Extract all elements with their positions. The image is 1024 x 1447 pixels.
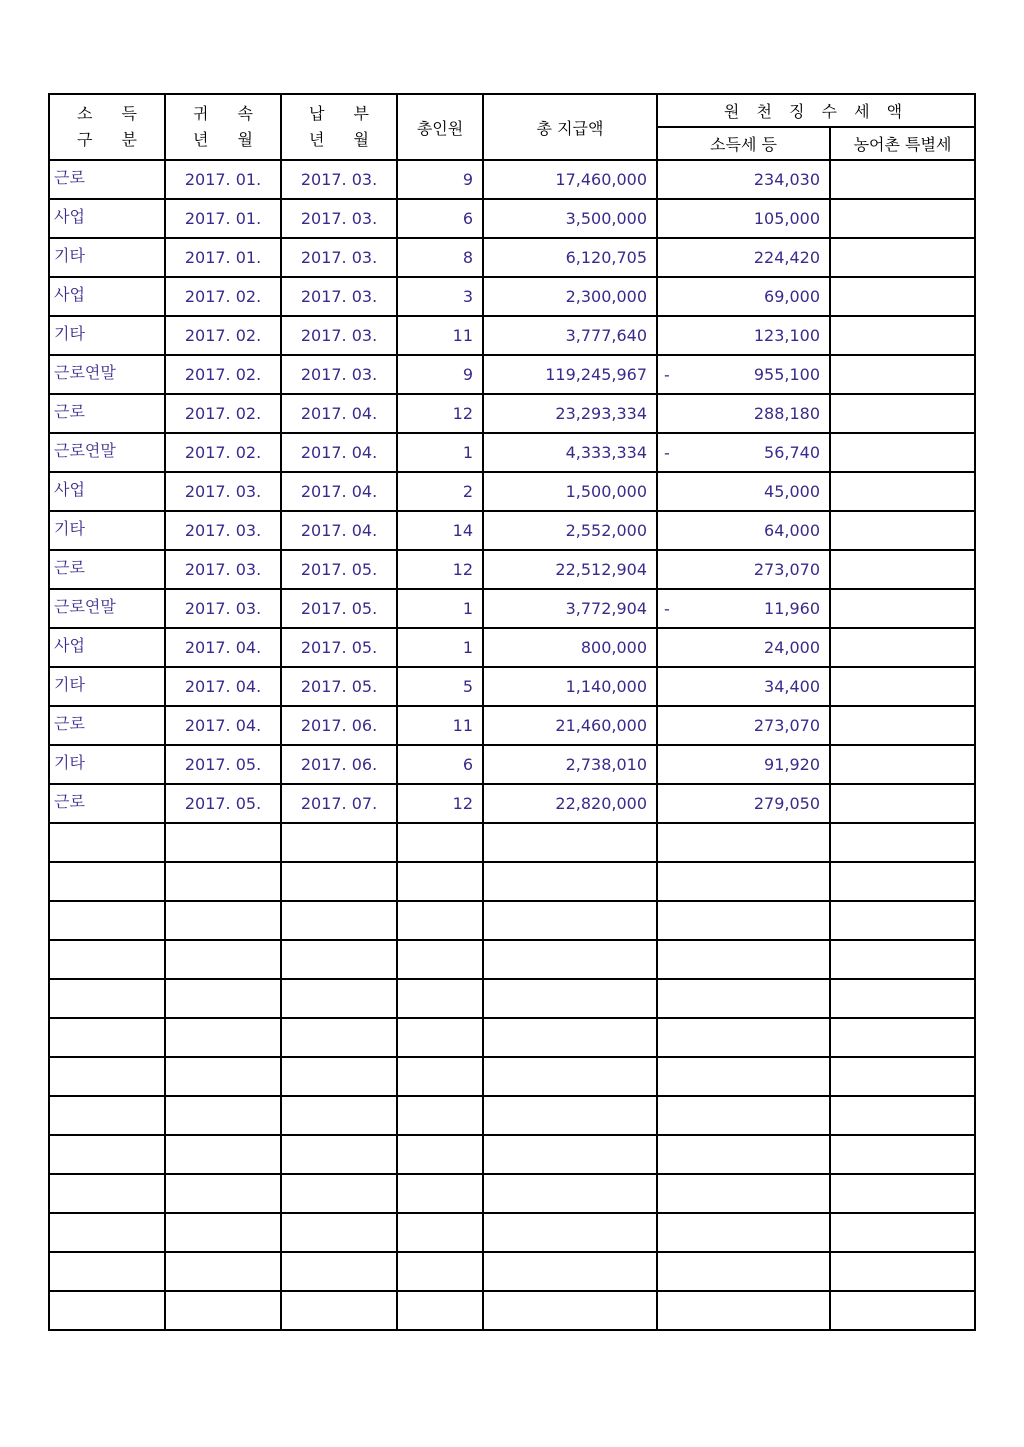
cell-payment-month [281, 1213, 397, 1252]
cell-income-tax: 273,070 [657, 550, 830, 589]
cell-total-people [397, 823, 483, 862]
cell-total-people [397, 1252, 483, 1291]
table-row [49, 316, 975, 355]
cell-income-tax [657, 979, 830, 1018]
cell-payment-month: 2017. 04. [281, 511, 397, 550]
cell-income-type: 기타 [49, 745, 165, 784]
cell-income-tax: - 955,100 [657, 355, 830, 394]
cell-rural-special-tax [830, 511, 975, 550]
cell-attribution-month: 2017. 02. [165, 433, 281, 472]
negative-sign: - [664, 365, 670, 384]
cell-total-paid: 2,738,010 [483, 745, 657, 784]
cell-attribution-month [165, 1096, 281, 1135]
cell-income-tax: 273,070 [657, 706, 830, 745]
cell-rural-special-tax [830, 1018, 975, 1057]
table-row [49, 979, 975, 1018]
cell-income-type: 사업 [49, 472, 165, 511]
cell-total-paid: 4,333,334 [483, 433, 657, 472]
cell-attribution-month: 2017. 04. [165, 628, 281, 667]
cell-total-people: 12 [397, 394, 483, 433]
cell-attribution-month [165, 1252, 281, 1291]
cell-income-tax [657, 1213, 830, 1252]
cell-payment-month: 2017. 03. [281, 355, 397, 394]
cell-total-paid [483, 1096, 657, 1135]
cell-total-people: 5 [397, 667, 483, 706]
cell-total-paid: 3,500,000 [483, 199, 657, 238]
cell-total-paid [483, 862, 657, 901]
cell-income-tax [657, 862, 830, 901]
table-row [49, 667, 975, 706]
cell-payment-month [281, 1252, 397, 1291]
cell-rural-special-tax [830, 472, 975, 511]
cell-payment-month: 2017. 03. [281, 316, 397, 355]
cell-rural-special-tax [830, 628, 975, 667]
cell-attribution-month: 2017. 01. [165, 238, 281, 277]
cell-payment-month: 2017. 05. [281, 589, 397, 628]
table-row [49, 511, 975, 550]
cell-income-tax: 91,920 [657, 745, 830, 784]
cell-attribution-month: 2017. 01. [165, 160, 281, 199]
cell-total-people: 6 [397, 745, 483, 784]
cell-total-paid: 3,777,640 [483, 316, 657, 355]
cell-income-type [49, 1135, 165, 1174]
cell-rural-special-tax [830, 199, 975, 238]
cell-income-type [49, 979, 165, 1018]
cell-income-tax [657, 1018, 830, 1057]
cell-rural-special-tax [830, 238, 975, 277]
cell-income-type [49, 823, 165, 862]
cell-rural-special-tax [830, 1135, 975, 1174]
cell-attribution-month [165, 1291, 281, 1330]
cell-payment-month: 2017. 03. [281, 277, 397, 316]
table-row [49, 472, 975, 511]
cell-rural-special-tax [830, 160, 975, 199]
cell-income-tax: 279,050 [657, 784, 830, 823]
cell-total-paid [483, 1174, 657, 1213]
table-row [49, 277, 975, 316]
cell-total-paid [483, 1057, 657, 1096]
cell-rural-special-tax [830, 940, 975, 979]
cell-total-paid: 1,500,000 [483, 472, 657, 511]
cell-payment-month: 2017. 04. [281, 433, 397, 472]
cell-total-paid: 6,120,705 [483, 238, 657, 277]
cell-rural-special-tax [830, 277, 975, 316]
cell-income-type: 근로연말 [49, 355, 165, 394]
cell-income-tax: 64,000 [657, 511, 830, 550]
cell-payment-month: 2017. 03. [281, 199, 397, 238]
cell-income-type: 근로 [49, 784, 165, 823]
cell-income-type: 기타 [49, 667, 165, 706]
cell-attribution-month: 2017. 05. [165, 745, 281, 784]
cell-rural-special-tax [830, 862, 975, 901]
cell-total-people [397, 1057, 483, 1096]
cell-attribution-month: 2017. 04. [165, 667, 281, 706]
cell-total-people: 8 [397, 238, 483, 277]
withholding-tax-table [48, 93, 976, 1331]
cell-total-people [397, 1135, 483, 1174]
header-attribution-month: 귀 속 년 월 [165, 94, 281, 160]
cell-total-people: 1 [397, 589, 483, 628]
cell-attribution-month: 2017. 02. [165, 355, 281, 394]
cell-attribution-month [165, 901, 281, 940]
cell-total-paid [483, 1213, 657, 1252]
table-row [49, 784, 975, 823]
cell-payment-month [281, 901, 397, 940]
cell-attribution-month [165, 862, 281, 901]
cell-total-paid: 21,460,000 [483, 706, 657, 745]
cell-total-people: 11 [397, 706, 483, 745]
cell-income-type: 근로 [49, 394, 165, 433]
cell-rural-special-tax [830, 745, 975, 784]
cell-income-type [49, 1018, 165, 1057]
cell-attribution-month: 2017. 03. [165, 472, 281, 511]
cell-total-paid: 3,772,904 [483, 589, 657, 628]
cell-rural-special-tax [830, 706, 975, 745]
cell-total-people [397, 1291, 483, 1330]
cell-attribution-month: 2017. 03. [165, 511, 281, 550]
cell-income-tax [657, 901, 830, 940]
cell-income-tax [657, 1096, 830, 1135]
cell-income-tax [657, 1174, 830, 1213]
cell-total-people [397, 1018, 483, 1057]
cell-total-paid: 800,000 [483, 628, 657, 667]
cell-total-paid [483, 1135, 657, 1174]
cell-income-type [49, 1252, 165, 1291]
cell-income-tax: 224,420 [657, 238, 830, 277]
table-row [49, 160, 975, 199]
cell-total-people: 1 [397, 433, 483, 472]
cell-income-type: 근로연말 [49, 589, 165, 628]
cell-payment-month [281, 1057, 397, 1096]
cell-attribution-month [165, 1057, 281, 1096]
cell-total-people: 12 [397, 550, 483, 589]
cell-payment-month: 2017. 06. [281, 706, 397, 745]
table-row [49, 1291, 975, 1330]
table-row [49, 1213, 975, 1252]
cell-total-paid [483, 979, 657, 1018]
cell-payment-month: 2017. 05. [281, 550, 397, 589]
cell-income-tax [657, 1135, 830, 1174]
cell-income-tax: - 56,740 [657, 433, 830, 472]
cell-attribution-month: 2017. 03. [165, 589, 281, 628]
cell-payment-month [281, 1174, 397, 1213]
cell-income-type [49, 1213, 165, 1252]
header-payment-month: 납 부 년 월 [281, 94, 397, 160]
cell-payment-month: 2017. 06. [281, 745, 397, 784]
cell-income-type: 근로 [49, 160, 165, 199]
cell-rural-special-tax [830, 979, 975, 1018]
table-row [49, 355, 975, 394]
cell-total-people [397, 901, 483, 940]
table-header [49, 94, 975, 160]
cell-income-tax [657, 823, 830, 862]
cell-attribution-month: 2017. 01. [165, 199, 281, 238]
negative-sign: - [664, 599, 670, 618]
cell-total-people [397, 1174, 483, 1213]
cell-income-type [49, 901, 165, 940]
cell-rural-special-tax [830, 823, 975, 862]
cell-income-type: 사업 [49, 277, 165, 316]
cell-total-paid: 22,512,904 [483, 550, 657, 589]
cell-income-type: 기타 [49, 316, 165, 355]
cell-income-tax [657, 1291, 830, 1330]
table-row [49, 550, 975, 589]
table-row [49, 823, 975, 862]
table-row [49, 940, 975, 979]
table-row [49, 1096, 975, 1135]
cell-total-paid: 22,820,000 [483, 784, 657, 823]
cell-attribution-month: 2017. 03. [165, 550, 281, 589]
cell-payment-month [281, 823, 397, 862]
table-row [49, 1252, 975, 1291]
cell-payment-month: 2017. 03. [281, 160, 397, 199]
cell-total-people: 12 [397, 784, 483, 823]
cell-income-tax [657, 940, 830, 979]
cell-income-type [49, 1057, 165, 1096]
cell-total-people: 3 [397, 277, 483, 316]
cell-payment-month: 2017. 03. [281, 238, 397, 277]
cell-attribution-month [165, 823, 281, 862]
cell-income-tax: - 11,960 [657, 589, 830, 628]
cell-total-paid: 2,552,000 [483, 511, 657, 550]
cell-income-tax: 105,000 [657, 199, 830, 238]
cell-income-type [49, 940, 165, 979]
header-income-tax: 소득세 등 [657, 127, 830, 160]
cell-total-paid [483, 1018, 657, 1057]
table-row [49, 589, 975, 628]
cell-payment-month: 2017. 07. [281, 784, 397, 823]
cell-rural-special-tax [830, 589, 975, 628]
table-row [49, 199, 975, 238]
cell-attribution-month: 2017. 04. [165, 706, 281, 745]
cell-payment-month [281, 1135, 397, 1174]
cell-total-people [397, 1096, 483, 1135]
table-row [49, 1018, 975, 1057]
cell-rural-special-tax [830, 1057, 975, 1096]
cell-rural-special-tax [830, 1096, 975, 1135]
cell-income-tax: 123,100 [657, 316, 830, 355]
table-row [49, 628, 975, 667]
cell-total-paid [483, 1291, 657, 1330]
cell-rural-special-tax [830, 1213, 975, 1252]
cell-rural-special-tax [830, 316, 975, 355]
cell-payment-month: 2017. 05. [281, 628, 397, 667]
header-income-type: 소 득 구 분 [49, 94, 165, 160]
header-rural-special-tax: 농어촌 특별세 [830, 127, 975, 160]
cell-total-paid: 23,293,334 [483, 394, 657, 433]
cell-attribution-month: 2017. 02. [165, 394, 281, 433]
table-row [49, 433, 975, 472]
cell-income-type: 근로연말 [49, 433, 165, 472]
cell-income-tax [657, 1252, 830, 1291]
cell-income-type: 기타 [49, 511, 165, 550]
cell-rural-special-tax [830, 550, 975, 589]
negative-sign: - [664, 443, 670, 462]
cell-payment-month [281, 940, 397, 979]
cell-rural-special-tax [830, 1252, 975, 1291]
cell-payment-month [281, 1096, 397, 1135]
table-row [49, 1174, 975, 1213]
cell-income-tax: 34,400 [657, 667, 830, 706]
cell-attribution-month: 2017. 02. [165, 316, 281, 355]
cell-income-type: 사업 [49, 628, 165, 667]
table-row [49, 1135, 975, 1174]
cell-rural-special-tax [830, 784, 975, 823]
cell-rural-special-tax [830, 433, 975, 472]
cell-payment-month [281, 1018, 397, 1057]
cell-attribution-month [165, 1174, 281, 1213]
cell-income-type: 사업 [49, 199, 165, 238]
cell-rural-special-tax [830, 394, 975, 433]
cell-total-people [397, 862, 483, 901]
cell-income-type: 근로 [49, 550, 165, 589]
cell-attribution-month [165, 940, 281, 979]
cell-total-people: 6 [397, 199, 483, 238]
cell-payment-month: 2017. 04. [281, 472, 397, 511]
table-row [49, 394, 975, 433]
cell-total-paid [483, 1252, 657, 1291]
cell-total-people: 9 [397, 160, 483, 199]
table-row [49, 238, 975, 277]
cell-income-tax [657, 1057, 830, 1096]
cell-total-paid: 17,460,000 [483, 160, 657, 199]
cell-income-type: 근로 [49, 706, 165, 745]
table-row [49, 1057, 975, 1096]
cell-total-paid [483, 940, 657, 979]
cell-income-tax: 45,000 [657, 472, 830, 511]
cell-total-paid: 1,140,000 [483, 667, 657, 706]
cell-total-people: 2 [397, 472, 483, 511]
cell-total-paid [483, 823, 657, 862]
cell-attribution-month [165, 1213, 281, 1252]
cell-income-type [49, 862, 165, 901]
cell-income-type [49, 1291, 165, 1330]
cell-payment-month: 2017. 04. [281, 394, 397, 433]
cell-income-tax: 69,000 [657, 277, 830, 316]
cell-income-tax: 24,000 [657, 628, 830, 667]
cell-total-paid: 2,300,000 [483, 277, 657, 316]
cell-income-type: 기타 [49, 238, 165, 277]
cell-income-type [49, 1174, 165, 1213]
cell-attribution-month: 2017. 02. [165, 277, 281, 316]
cell-payment-month [281, 979, 397, 1018]
cell-attribution-month [165, 979, 281, 1018]
cell-total-people: 1 [397, 628, 483, 667]
cell-total-people: 14 [397, 511, 483, 550]
cell-income-tax: 234,030 [657, 160, 830, 199]
cell-payment-month [281, 1291, 397, 1330]
table-row [49, 706, 975, 745]
cell-total-people [397, 1213, 483, 1252]
cell-income-type [49, 1096, 165, 1135]
header-withholding-tax: 원 천 징 수 세 액 [657, 94, 975, 127]
cell-total-people [397, 940, 483, 979]
table-row [49, 745, 975, 784]
header-total-people: 총인원 [397, 94, 483, 160]
cell-total-people [397, 979, 483, 1018]
cell-payment-month [281, 862, 397, 901]
cell-rural-special-tax [830, 901, 975, 940]
table-body [49, 160, 975, 1330]
cell-rural-special-tax [830, 355, 975, 394]
table-row [49, 901, 975, 940]
cell-total-people: 9 [397, 355, 483, 394]
cell-rural-special-tax [830, 1174, 975, 1213]
cell-total-paid [483, 901, 657, 940]
cell-total-paid: 119,245,967 [483, 355, 657, 394]
cell-attribution-month [165, 1135, 281, 1174]
cell-rural-special-tax [830, 667, 975, 706]
cell-attribution-month: 2017. 05. [165, 784, 281, 823]
table-row [49, 862, 975, 901]
header-total-paid: 총 지급액 [483, 94, 657, 160]
cell-income-tax: 288,180 [657, 394, 830, 433]
cell-attribution-month [165, 1018, 281, 1057]
cell-total-people: 11 [397, 316, 483, 355]
cell-rural-special-tax [830, 1291, 975, 1330]
cell-payment-month: 2017. 05. [281, 667, 397, 706]
